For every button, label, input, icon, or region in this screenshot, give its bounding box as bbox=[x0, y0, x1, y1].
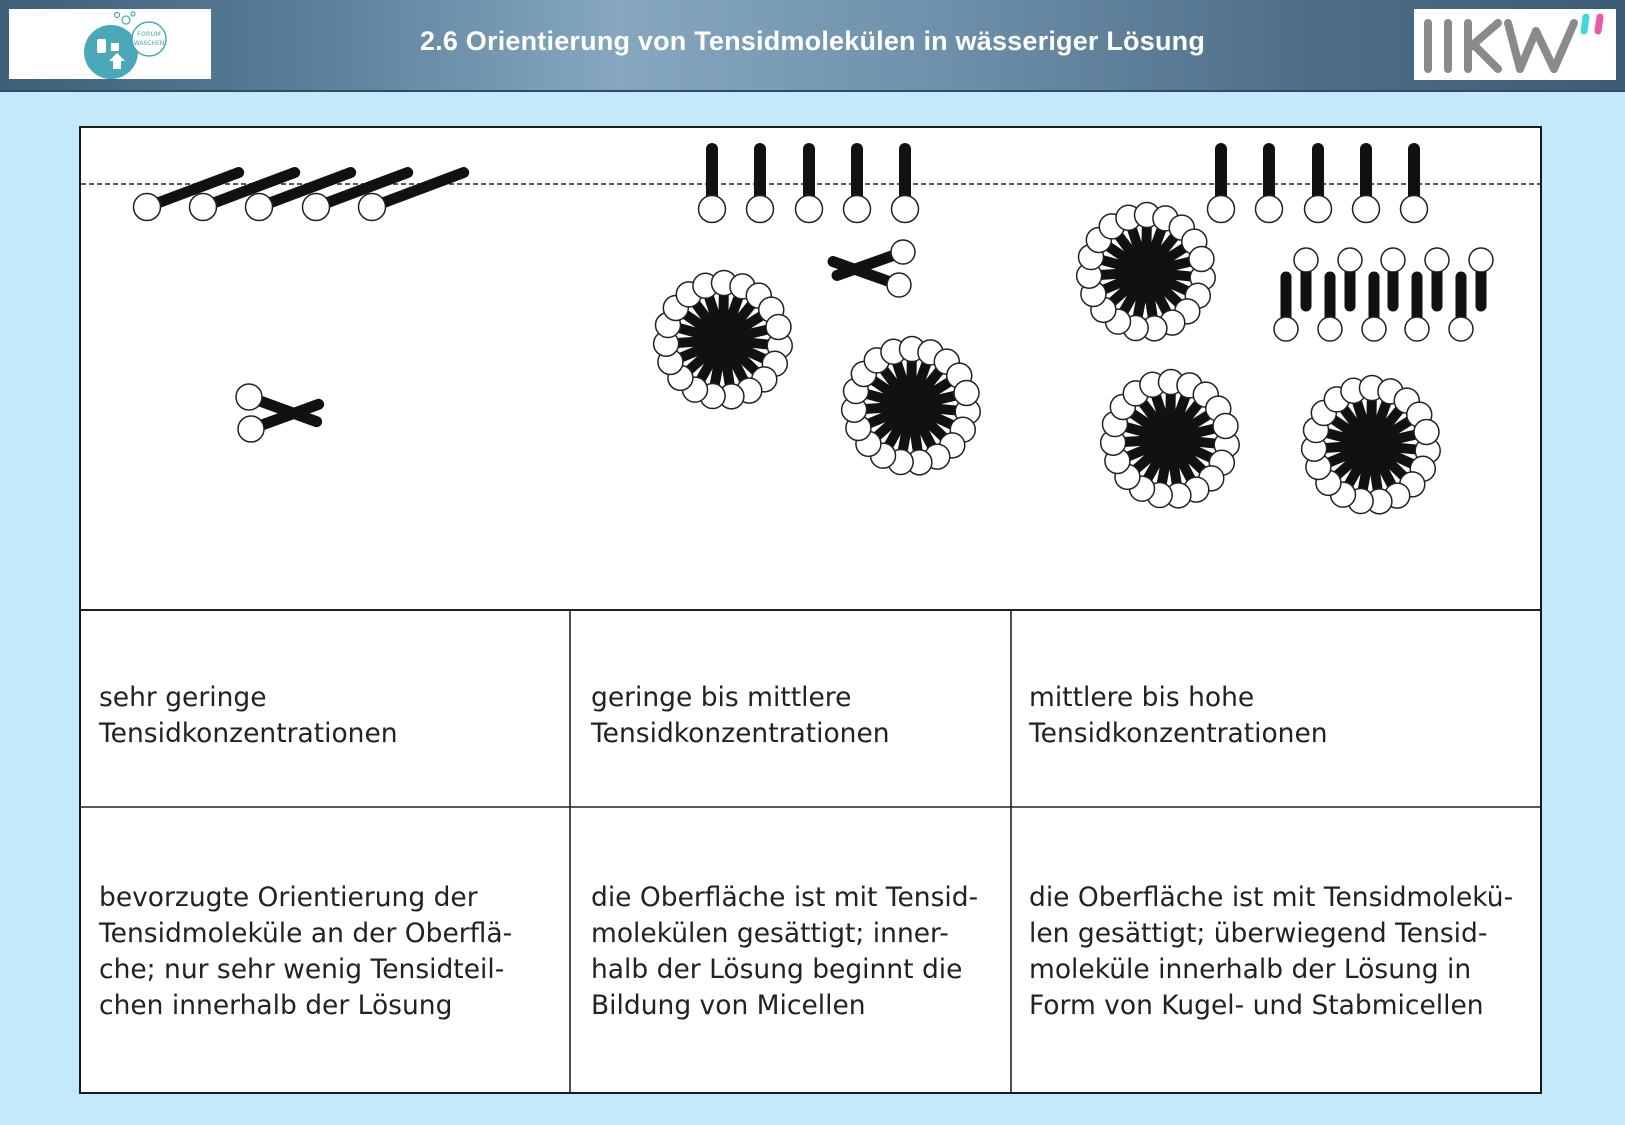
molecule-head bbox=[796, 196, 823, 223]
diagram-frame bbox=[79, 126, 1542, 1094]
molecule-head bbox=[699, 196, 726, 223]
molecule-head bbox=[747, 196, 774, 223]
molecule-head bbox=[246, 194, 273, 221]
forum-logo-line-1: FORUM bbox=[137, 30, 161, 38]
surfactant-molecule-icon bbox=[1338, 248, 1362, 306]
molecule-head bbox=[1274, 317, 1298, 341]
molecule-head bbox=[1318, 317, 1342, 341]
molecule-head bbox=[1401, 196, 1428, 223]
spherical-micelle-icon bbox=[842, 337, 981, 475]
description-cell-3: die Oberfläche ist mit Tensidmolekü- len gesättigt; überwiegend Tensid- moleküle innerhalb der Lösung in Form von Kugel- und Stabmicellen bbox=[1029, 882, 1514, 1021]
surfactant-molecule-icon bbox=[1256, 149, 1283, 223]
description-cell-1: bevorzugte Orientierung der Tensidmoleküle an der Oberflä- che; nur sehr wenig Tensidteil- chen innerhalb der Lösung bbox=[99, 882, 513, 1021]
molecule-head bbox=[844, 196, 871, 223]
spherical-micelle-icon bbox=[1302, 376, 1441, 514]
molecule-head bbox=[359, 194, 386, 221]
molecule-head bbox=[1294, 248, 1318, 272]
concentration-cell-2: geringe bis mittlere Tensidkonzentrationen bbox=[591, 682, 890, 749]
surfactant-molecule-icon bbox=[1362, 277, 1386, 341]
molecule-head bbox=[236, 384, 262, 410]
surfactant-molecule-icon bbox=[699, 149, 726, 223]
description-cell-2: die Oberfläche ist mit Tensid- molekülen gesättigt; inner- halb der Lösung beginnt die Bildung von Micellen bbox=[591, 882, 979, 1021]
surfactant-molecule-icon bbox=[1318, 277, 1342, 341]
molecule-layer bbox=[134, 149, 1494, 514]
surfactant-molecule-icon bbox=[1208, 149, 1235, 223]
molecule-head bbox=[891, 240, 915, 264]
surfactant-molecule-icon bbox=[844, 149, 871, 223]
concentration-cell-3: mittlere bis hohe Tensidkonzentrationen bbox=[1029, 682, 1328, 749]
surfactant-molecule-icon bbox=[1294, 248, 1318, 306]
molecule-head bbox=[892, 196, 919, 223]
molecule-head bbox=[887, 273, 911, 297]
surfactant-molecule-icon bbox=[747, 149, 774, 223]
molecule-head bbox=[1425, 248, 1449, 272]
surfactant-molecule-icon bbox=[1305, 149, 1332, 223]
molecule-head bbox=[1381, 248, 1405, 272]
molecule-head bbox=[190, 194, 217, 221]
ikw-logo bbox=[1414, 9, 1616, 80]
molecule-head bbox=[1256, 196, 1283, 223]
molecule-head bbox=[134, 194, 161, 221]
surfactant-molecule-icon bbox=[892, 149, 919, 223]
molecule-head bbox=[1405, 317, 1429, 341]
surfactant-molecule-icon bbox=[1425, 248, 1449, 306]
rod-micelle-icon bbox=[1274, 248, 1493, 341]
forum-logo-line-2: WASCHEN bbox=[133, 40, 165, 47]
surfactant-molecule-icon bbox=[1449, 277, 1473, 341]
spherical-micelle-icon bbox=[1101, 370, 1240, 508]
molecule-head bbox=[1362, 317, 1386, 341]
spherical-micelle-icon bbox=[1077, 203, 1216, 341]
spherical-micelle-icon bbox=[654, 271, 793, 409]
concentration-cell-1: sehr geringe Tensidkonzentrationen bbox=[99, 682, 398, 749]
molecule-head bbox=[238, 416, 264, 442]
surfactant-molecule-icon bbox=[1381, 248, 1405, 306]
surfactant-molecule-icon bbox=[1274, 277, 1298, 341]
molecule-head bbox=[1305, 196, 1332, 223]
molecule-head bbox=[1208, 196, 1235, 223]
title-bar bbox=[0, 0, 1625, 92]
molecule-head bbox=[1449, 317, 1473, 341]
page-title: 2.6 Orientierung von Tensidmolekülen in wässeriger Lösung bbox=[419, 26, 1206, 56]
molecule-head bbox=[1469, 248, 1493, 272]
surfactant-molecule-icon bbox=[796, 149, 823, 223]
surfactant-molecule-icon bbox=[1469, 248, 1493, 306]
molecule-head bbox=[303, 194, 330, 221]
surfactant-molecule-icon bbox=[1353, 149, 1380, 223]
molecule-head bbox=[1338, 248, 1362, 272]
surfactant-molecule-icon bbox=[1405, 277, 1429, 341]
surfactant-molecule-icon bbox=[1401, 149, 1428, 223]
molecule-head bbox=[1353, 196, 1380, 223]
